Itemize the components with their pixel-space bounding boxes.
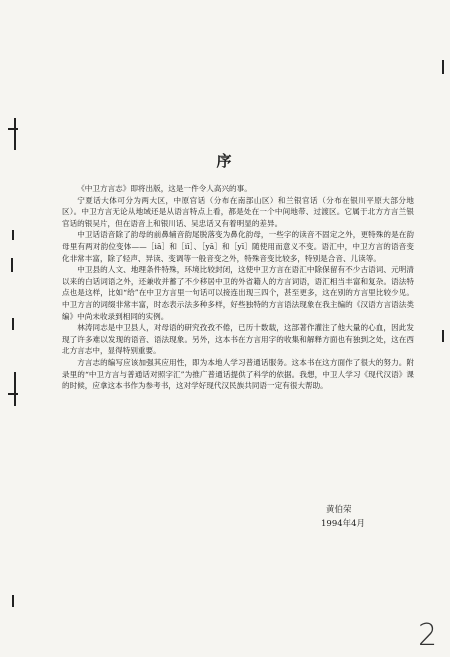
preface-body — [62, 183, 414, 392]
signature-block — [321, 503, 366, 531]
scan-mark — [12, 595, 14, 607]
scan-mark — [8, 128, 18, 130]
scan-mark — [14, 372, 16, 406]
paragraph: 《中卫方言志》即将出版，这是一件令人高兴的事。 — [77, 184, 252, 193]
page-number: 2 — [418, 618, 438, 653]
paragraph: 宁夏话大体可分为两大区，中原官话（分布在南部山区）和兰银官话（分布在银川平原大部分地区）。中卫方言无论从地域还是从语言特点上看，都是处在一个中间地带、过渡区。它属于北方方言兰银官话的银吴片，但在语音上和银川话、吴忠话又有着明显的差异。 — [62, 195, 414, 228]
paragraph: 中卫话语音除了韵母的前鼻辅音韵尾脱落变为鼻化韵母，一些字的读音不固定之外，更特殊的是在韵母里有两对韵位变体——［iā］和［iī］、［yā］和［yī］随使用而意义不变。语汇中，中卫方言的语音变化非常丰富，除了轻声、异读、变调等一般音变之外，特殊音变比较多，特别是合音、儿读等。 — [62, 230, 414, 263]
scan-mark — [14, 118, 16, 150]
paragraph: 林涛同志是中卫县人，对母语的研究孜孜不倦，已历十数载，这部著作灌注了他大量的心血，因此发现了许多难以发现的语音、语法现象。另外，这本书在方言用字的收集和解释方面也有独到之处，这在西北方言志中，显得特别重要。 — [62, 323, 414, 356]
author-name: 黄伯荣 — [326, 505, 352, 515]
scan-mark — [442, 60, 444, 74]
signature-date: 1994年4月 — [321, 519, 366, 529]
scan-mark — [11, 258, 13, 272]
scan-mark — [12, 318, 14, 330]
paragraph: 方言志的编写应该加强其应用性，即为本地人学习普通话服务。这本书在这方面作了很大的努力。附录里的“中卫方言与普通话对照字汇”为推广普通话提供了科学的依据。我想，中卫人学习《现代汉语》课的时候，应拿这本书作为参考书，这对学好现代汉民族共同语一定有很大帮助。 — [62, 357, 414, 391]
paragraph: 中卫县的人文、地理条件特殊，环境比较封闭，这使中卫方言在语汇中除保留有不少古语词、元明清以来的白话词语之外，还兼收并蓄了不少移居中卫的外省籍人的方言词语，语汇相当丰富和复杂。语法特点也是这样，比如“给”在中卫方言里一句话可以接连出现三四个，甚至更多，这在别的方言里比较少见。中卫方言的词缀非常丰富，时态表示法多种多样，好些独特的方言语法现象在我主编的《汉语方言语法类编》中尚未收录到相同的实例。 — [62, 265, 414, 321]
scan-mark — [12, 230, 14, 240]
scan-mark — [442, 330, 444, 342]
scan-mark — [8, 393, 18, 395]
page-title: 序 — [216, 152, 234, 170]
